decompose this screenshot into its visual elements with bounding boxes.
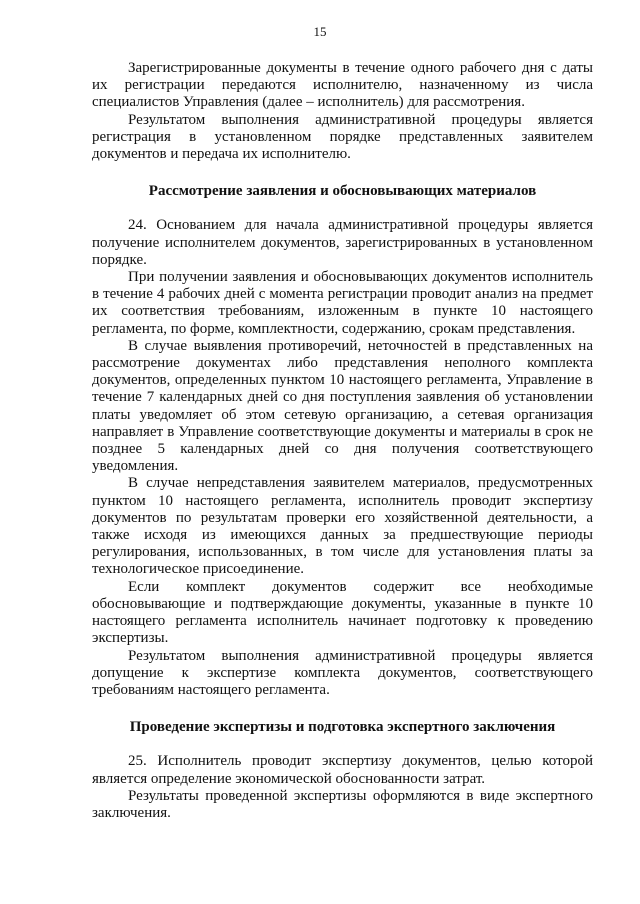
page-number: 15 bbox=[313, 24, 327, 39]
paragraph: В случае непредставления заявителем материалов, предусмотренных пунктом 10 настоящего регламента, исполнитель проводит экспертизу документов по результатам проверки его хозяйственной деятельности, а также исходя из имеющихся данных за предшествующие периоды регулирования, использованных, в том числе для установления платы за технологическое присоединение. bbox=[92, 475, 593, 578]
paragraph: Результатом выполнения административной процедуры является регистрация в установленном порядке представленных заявителем документов и передача их исполнителю. bbox=[92, 111, 593, 163]
paragraph: Результаты проведенной экспертизы оформляются в виде экспертного заключения. bbox=[92, 787, 593, 821]
paragraph: 24. Основанием для начала административной процедуры является получение исполнителем документов, зарегистрированных в установленном порядке. bbox=[92, 217, 593, 268]
paragraph: 25. Исполнитель проводит экспертизу документов, целью которой является определение экономической обоснованности затрат. bbox=[92, 753, 593, 787]
paragraph: При получении заявления и обосновывающих документов исполнитель в течение 4 рабочих дней с момента регистрации проводит анализ на предмет их соответствия требованиям, изложенным в пункте 10 настоящего регламента, по форме, комплектности, содержанию, срокам представления. bbox=[92, 269, 593, 337]
section-heading: Рассмотрение заявления и обосновывающих материалов bbox=[148, 183, 537, 200]
document-body bbox=[92, 60, 593, 822]
paragraph: Если комплект документов содержит все необходимые обосновывающие и подтверждающие документы, указанные в пункте 10 настоящего регламента исполнитель начинает подготовку к проведению экспертизы. bbox=[92, 578, 593, 647]
paragraph: В случае выявления противоречий, неточностей в представленных на рассмотрение документах либо представления неполного комплекта документов, определенных пунктом 10 настоящего регламента, Управление в течение 7 календарных дней со дня поступления заявления об установлении платы уведомляет об этом сетевую организацию, а сетевая организация направляет в Управление соответствующие документы и материалы в срок не позднее 5 календарных дней со дня получения соответствующего уведомления. bbox=[92, 337, 593, 475]
paragraph: Результатом выполнения административной процедуры является допущение к экспертизе комплекта документов, соответствующего требованиям настоящего регламента. bbox=[92, 647, 593, 698]
paragraph: Зарегистрированные документы в течение одного рабочего дня с даты их регистрации передаются исполнителю, назначенному из числа специалистов Управления (далее – исполнитель) для рассмотрения. bbox=[92, 60, 593, 111]
section-heading: Проведение экспертизы и подготовка экспертного заключения bbox=[129, 719, 556, 736]
